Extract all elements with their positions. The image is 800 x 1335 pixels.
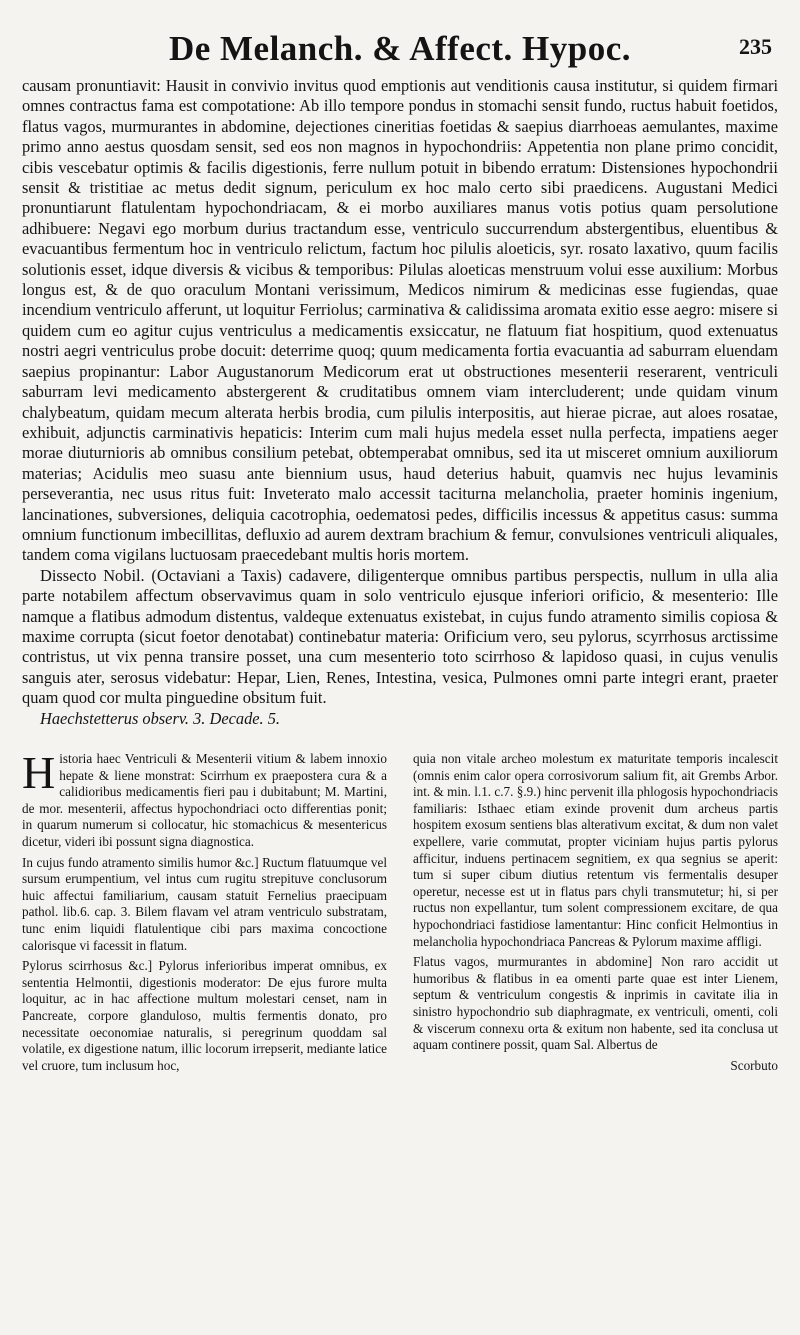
main-paragraph-case-history: causam pronuntiavit: Hausit in convivio invitus quod emptionis aut venditionis causa institutur, si quidem firmari omnes contractus fama est compotatione: Ab illo tempore pondus in stomachi sensit fundo, ructus habuit foetidos, flatus vagos, murmurantes in abdomine, dejectiones cineritias foetidas & saepius diarrhoeas aemulantes, maxime primo anno aestus quosdam sensit, sed eos non magnos in hypochondriis: Appetentia non plane primo concidit, cibis vescebatur optimis & facilis digestionis, ferre nullum potuit in bibendo erratum: Distensiones hypochondrii sensit & tristitiae ac metus dedit signum, periculum ex hoc malo certo sibi praedicens. Augustani Medici pronuntiarunt flatulentam hypochondriacam, & ei morbo auxiliares manus votis potius quam persolutione adhibuere: Negavi ego morbum durius tractandum esse, ventriculo succurrendum abstergentibus, eluentibus & evacuantibus fermentum hoc in ventriculo relictum, factum hoc pilulis aloeticis, syr. rosato laxativo, quum facilis solutionis esset, idque diversis & vicibus & temporibus: Pilulas aloeticas menstruum volui esse auxilium: Morbus longus est, & de quo oraculum Montani verissimum, Medicos nimirum & medicinas esse fugiendas, quae incendium ventriculo afferunt, ut loquitur Ferriolus; carminativa & calidissima aromata exitio esse aegro: misere si quidem cum eo agitur cujus ventriculus a medicamentis exsiccatur, ne flatuum fiat hospitium, quod extenuatus nostri aegri ventriculus probe docuit: deterrime quoq; quum medicamenta fortia evacuantia ad saburram eluendam saepius propinantur: Labor Augustanorum Medicorum erat ut obstructiones mesenterii reserarent, ventriculi saburram levi medicamento abstergerent & cruditatibus omnem viam intercluderent; unde quidam vinum chalybeatum, quidam mecum alterata herbis brodia, cum pilulis interpositis, aut hierae picrae, aut aloes rosatae, exhibuit, adjunctis carminativis hepaticis: Interim cum mali hujus medela esset nulla perfecta, impatiens aeger morae diuturnioris ab omnibus consilium petebat, obtemperabat omnibus, sed ita ut misceret omnium auxiliorum materias; Acidulis meo suasu ante biennium usus, haud deterius habuit, quamvis nec hujus levaminis perseverantia, nec usus ritus fuit: Inveterato malo accessit taciturna melancholia, praeter hominis ingenium, lancinationes, subversiones, deliquia cacotrophia, oedematosi pedes, difficilis incessus & appetitus casus: summa omnium functionum imbecillitas, defluxio ad aurem dextram brachium & femur, convulsiones ventriculi aliquales, tandem coma vigilans luctuosam praecedebant multis horis mortem. xyxy=(22,76,778,565)
drop-cap: H xyxy=(22,747,56,798)
source-reference: Haechstetterus observ. 3. Decade. 5. xyxy=(40,708,281,728)
commentary-paragraph: Flatus vagos, murmurantes in abdomine] Non raro accidit ut humoribus & flatibus in ea omenti parte quae est inter Lienem, septum & ventriculum congestis & inprimis in cavitate ilia in sinistro hypochondrio sub diaphragmate, ex ventriculi, omenti, coli & viscerum connexu orta & exitum non habente, sed ita conclusa ut aquam continere possit, quam Sal. Albertus de xyxy=(413,954,778,1053)
commentary-right-column xyxy=(413,751,778,1078)
running-title: De Melanch. & Affect. Hypoc. xyxy=(168,29,632,68)
commentary-text: istoria haec Ventriculi & Mesenterii vitium & labem innoxio hepate & liene monstrat: Scirrhum ex praepostera cura & a calidioribus medicamentis fieri pau i dubitabunt; M. Martini, de mor. mesenterii, affectus hypochondriaci octo differentias ponit; in quarum numerum si collocatur, hic stomachicus & mesentericus dicetur, videri ibi possunt signa diagnostica. xyxy=(22,751,387,849)
commentary-paragraph: quia non vitale archeo molestum ex maturitate temporis incalescit (omnis enim calor opera corrosivorum salium fit, ait Grembs Arbor. int. & min. l.1. c.7. §.9.) hinc pervenit illa phlogosis hypochondriacis familiaris: Isthaec etiam exinde provenit dum archeus partis hospitem exosum sentiens blas alterativum excitat, & dum non valet expellere, varie commutat, propter viciniam hujus partis pylorus afficitur, induens pertinacem segnitiem, ex qua segnius se aperit: tum si super cibum diutius retentum vis fermentalis desuper operetur, necesse est ut in flatus pars chyli transmutetur; hi, si per ructus non expellantur, tum solent compressionem excitare, de qua hypochondriaci fastidiose lamentantur: Hinc conficit Helmontius in melancholia hypochondriaca Pancreas & Pylorum maxime affligi. xyxy=(413,751,778,949)
commentary-paragraph: Pylorus scirrhosus &c.] Pylorus inferioribus imperat omnibus, ex sententia Helmontii, digestionis moderator: De ejus furore multa loquitur, ac in hac affectione multum molestari censet, nam in Pancreate, corpore glanduloso, multis fermentis donato, pro necessitate oeconomiae naturalis, si peregrinum quoddam sal volatile, ex digestione natum, illic locorum irrepserit, mediante latice vel cruore, tum inclusum hoc, xyxy=(22,958,387,1073)
catchword: Scorbuto xyxy=(730,1057,778,1073)
commentary-columns xyxy=(22,747,778,1078)
running-head xyxy=(22,28,778,70)
page-number: 235 xyxy=(739,34,772,59)
commentary-paragraph xyxy=(22,747,387,851)
main-paragraph-dissection: Dissecto Nobil. (Octaviani a Taxis) cadavere, diligenterque omnibus partibus perspectis, nullum in ulla alia parte notabilem affectum observavimus quam in solo ventriculo ejusque inferiori orificio, & mesenterio: Ille namque a flatibus admodum distentus, valdeque extenuatus existebat, in cujus fundo atramento similis copiosa & maxime corrupta (sicut foetor denotabat) continebatur materia: Orificium vero, seu pylorus, scyrrhosus arctissime contristus, ut vix penna transire posset, una cum mesenterio toto scirrhoso & lapidoso quasi, in cujus venulis sanguis ater, serosus videbatur: Hepar, Lien, Renes, Intestina, vesica, Pulmones omni parte integri erant, praeter quam quod cor multa pinguedine obsitum fuit. xyxy=(22,565,778,708)
commentary-left-column xyxy=(22,747,387,1078)
commentary-paragraph: In cujus fundo atramento similis humor &c.] Ructum flatuumque vel sursum erumpentium, vel intus cum rugitu strepituve conclusorum huic affectui familiarium, causam statuit Fernelius praecipuam pathol. lib.6. cap. 3. Bilem flavam vel atram ventriculo substratam, tunc enim liquidi flatulentique cibi pars maxima concoctione calorisque vi facessit in flatum. xyxy=(22,854,387,953)
main-text xyxy=(22,76,778,729)
